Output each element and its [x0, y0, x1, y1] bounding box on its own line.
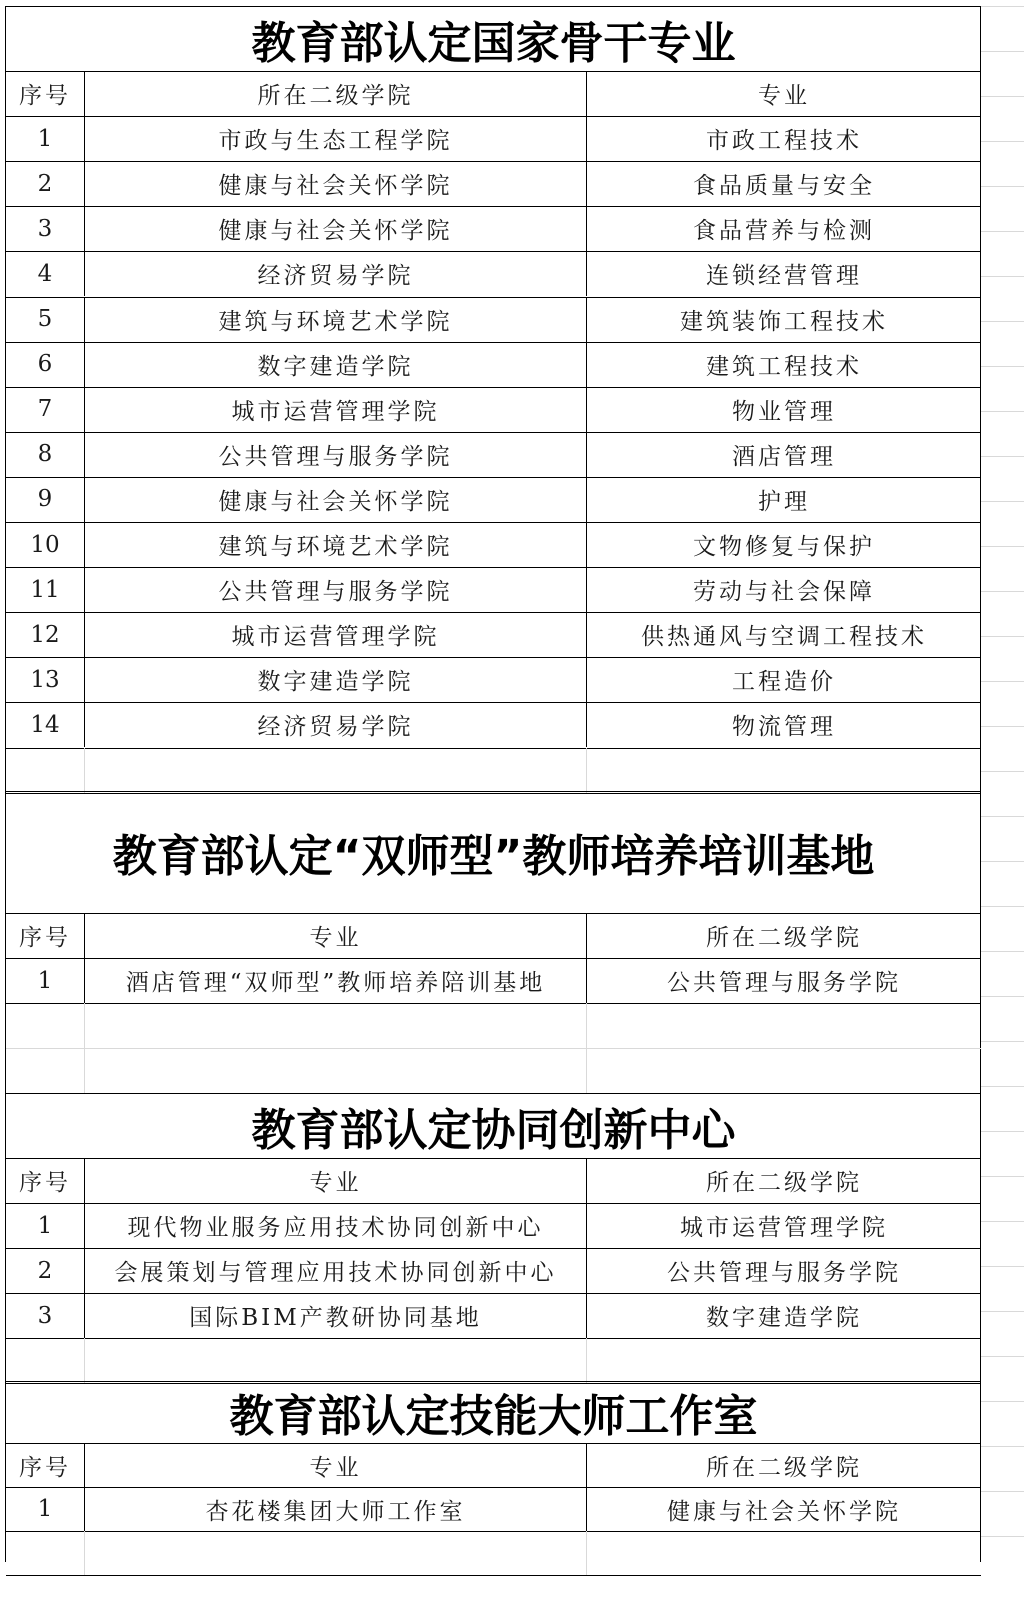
table-row	[0, 161, 1024, 206]
table-row	[0, 342, 1024, 387]
table-cell: 建筑装饰工程技术	[680, 308, 888, 335]
column-header: 所在二级学院	[85, 71, 587, 116]
table-row	[0, 522, 1024, 567]
row-number: 1	[6, 1203, 85, 1248]
table-row	[0, 1248, 1024, 1293]
row-number: 6	[6, 342, 85, 387]
section-title: 教育部认定“双师型”教师培养培训基地	[112, 831, 875, 882]
table-row	[0, 251, 1024, 296]
empty-row	[0, 1048, 1024, 1093]
empty-cell	[85, 1003, 587, 1048]
empty-cell	[85, 1338, 587, 1383]
table-row	[0, 567, 1024, 612]
table-cell: 市政工程技术	[706, 128, 862, 155]
empty-cell	[587, 748, 981, 793]
row-number: 10	[6, 522, 85, 567]
grid-line	[981, 861, 1024, 862]
table-cell: 经济贸易学院	[85, 702, 587, 747]
table-cell: 城市运营管理学院	[680, 1215, 888, 1241]
table-cell: 城市运营管理学院	[85, 612, 587, 657]
grid-line	[981, 51, 1024, 52]
empty-row	[0, 1338, 1024, 1383]
table-row	[0, 297, 1024, 342]
table-header-row	[0, 71, 1024, 116]
column-header: 专业	[758, 83, 810, 110]
column-header: 专业	[85, 913, 587, 958]
table-row	[0, 1293, 1024, 1338]
row-number: 2	[6, 161, 85, 206]
table-row	[0, 116, 1024, 161]
table-cell: 建筑与环境艺术学院	[85, 522, 587, 567]
table-cell: 物流管理	[732, 714, 836, 741]
table-cell: 公共管理与服务学院	[85, 432, 587, 477]
table-cell: 健康与社会关怀学院	[85, 161, 587, 206]
section-title: 教育部认定协同创新中心	[251, 1104, 736, 1156]
column-header: 序号	[6, 1158, 85, 1203]
empty-cell	[6, 1531, 85, 1575]
row-number: 1	[6, 958, 85, 1003]
table-cell: 现代物业服务应用技术协同创新中心	[85, 1203, 587, 1248]
row-number: 11	[6, 567, 85, 612]
empty-cell	[6, 1048, 85, 1093]
grid-line	[981, 6, 1024, 7]
table-cell: 城市运营管理学院	[85, 387, 587, 432]
table-cell: 公共管理与服务学院	[667, 970, 901, 996]
column-header: 专业	[85, 1443, 587, 1487]
empty-cell	[85, 1048, 587, 1093]
row-number: 9	[6, 477, 85, 522]
grid-line	[981, 816, 1024, 817]
table-cell: 供热通风与空调工程技术	[641, 624, 927, 651]
table-cell: 食品质量与安全	[693, 173, 875, 200]
empty-row	[0, 1003, 1024, 1048]
empty-row	[0, 1531, 1024, 1575]
column-header: 序号	[6, 71, 85, 116]
table-cell: 食品营养与检测	[693, 218, 875, 245]
empty-cell	[6, 748, 85, 793]
empty-cell	[587, 1003, 981, 1048]
table-row	[0, 387, 1024, 432]
table-cell: 经济贸易学院	[85, 251, 587, 296]
table-header-row	[0, 913, 1024, 958]
empty-row	[0, 748, 1024, 793]
table-cell: 数字建造学院	[706, 1305, 862, 1331]
row-number: 3	[6, 1293, 85, 1338]
table-cell: 市政与生态工程学院	[85, 116, 587, 161]
table-header-row	[0, 1443, 1024, 1487]
empty-cell	[587, 1338, 981, 1383]
table-header-row	[0, 1158, 1024, 1203]
column-header: 所在二级学院	[706, 1170, 862, 1196]
column-header: 序号	[6, 1443, 85, 1487]
table-cell: 会展策划与管理应用技术协同创新中心	[85, 1248, 587, 1293]
table-cell: 连锁经营管理	[706, 263, 862, 290]
row-number: 8	[6, 432, 85, 477]
table-row	[0, 206, 1024, 251]
table-row	[0, 702, 1024, 747]
empty-cell	[6, 1338, 85, 1383]
table-cell: 物业管理	[732, 398, 836, 425]
grid-line	[981, 906, 1024, 907]
grid-line	[981, 1401, 1024, 1402]
table-cell: 健康与社会关怀学院	[667, 1498, 901, 1525]
row-number: 2	[6, 1248, 85, 1293]
table-cell: 护理	[758, 488, 810, 515]
section-title: 教育部认定国家骨干专业	[251, 17, 736, 69]
table-cell: 数字建造学院	[85, 657, 587, 702]
table-cell: 国际BIM产教研协同基地	[85, 1293, 587, 1338]
table-cell: 酒店管理	[732, 443, 836, 470]
section-title: 教育部认定技能大师工作室	[229, 1391, 758, 1442]
row-number: 3	[6, 206, 85, 251]
table-row	[0, 1203, 1024, 1248]
table-cell: 健康与社会关怀学院	[85, 477, 587, 522]
table-cell: 酒店管理“双师型”教师培养陪训基地	[85, 958, 587, 1003]
table-cell: 杏花楼集团大师工作室	[85, 1487, 587, 1531]
row-number: 1	[6, 116, 85, 161]
grid-line	[981, 1131, 1024, 1132]
table-cell: 建筑工程技术	[706, 353, 862, 380]
table-row	[0, 477, 1024, 522]
table-cell: 文物修复与保护	[693, 534, 875, 561]
table-row	[0, 432, 1024, 477]
row-number: 13	[6, 657, 85, 702]
row-number: 12	[6, 612, 85, 657]
empty-cell	[587, 1048, 981, 1093]
table-cell: 数字建造学院	[85, 342, 587, 387]
row-number: 14	[6, 702, 85, 747]
row-number: 5	[6, 297, 85, 342]
empty-cell	[6, 1003, 85, 1048]
column-header: 所在二级学院	[706, 1454, 862, 1481]
table-cell: 建筑与环境艺术学院	[85, 297, 587, 342]
table-cell: 公共管理与服务学院	[85, 567, 587, 612]
table-row	[0, 958, 1024, 1003]
table-row	[0, 1487, 1024, 1531]
row-number: 7	[6, 387, 85, 432]
table-cell: 劳动与社会保障	[693, 579, 875, 606]
table-row	[0, 657, 1024, 702]
row-number: 1	[6, 1487, 85, 1531]
empty-cell	[85, 1531, 587, 1575]
row-number: 4	[6, 251, 85, 296]
empty-cell	[85, 748, 587, 793]
table-cell: 公共管理与服务学院	[667, 1260, 901, 1286]
empty-cell	[587, 1531, 981, 1575]
column-header: 专业	[85, 1158, 587, 1203]
column-header: 所在二级学院	[706, 925, 862, 951]
table-row	[0, 612, 1024, 657]
row-border	[6, 1575, 981, 1576]
table-cell: 健康与社会关怀学院	[85, 206, 587, 251]
column-header: 序号	[6, 913, 85, 958]
table-cell: 工程造价	[732, 669, 836, 696]
